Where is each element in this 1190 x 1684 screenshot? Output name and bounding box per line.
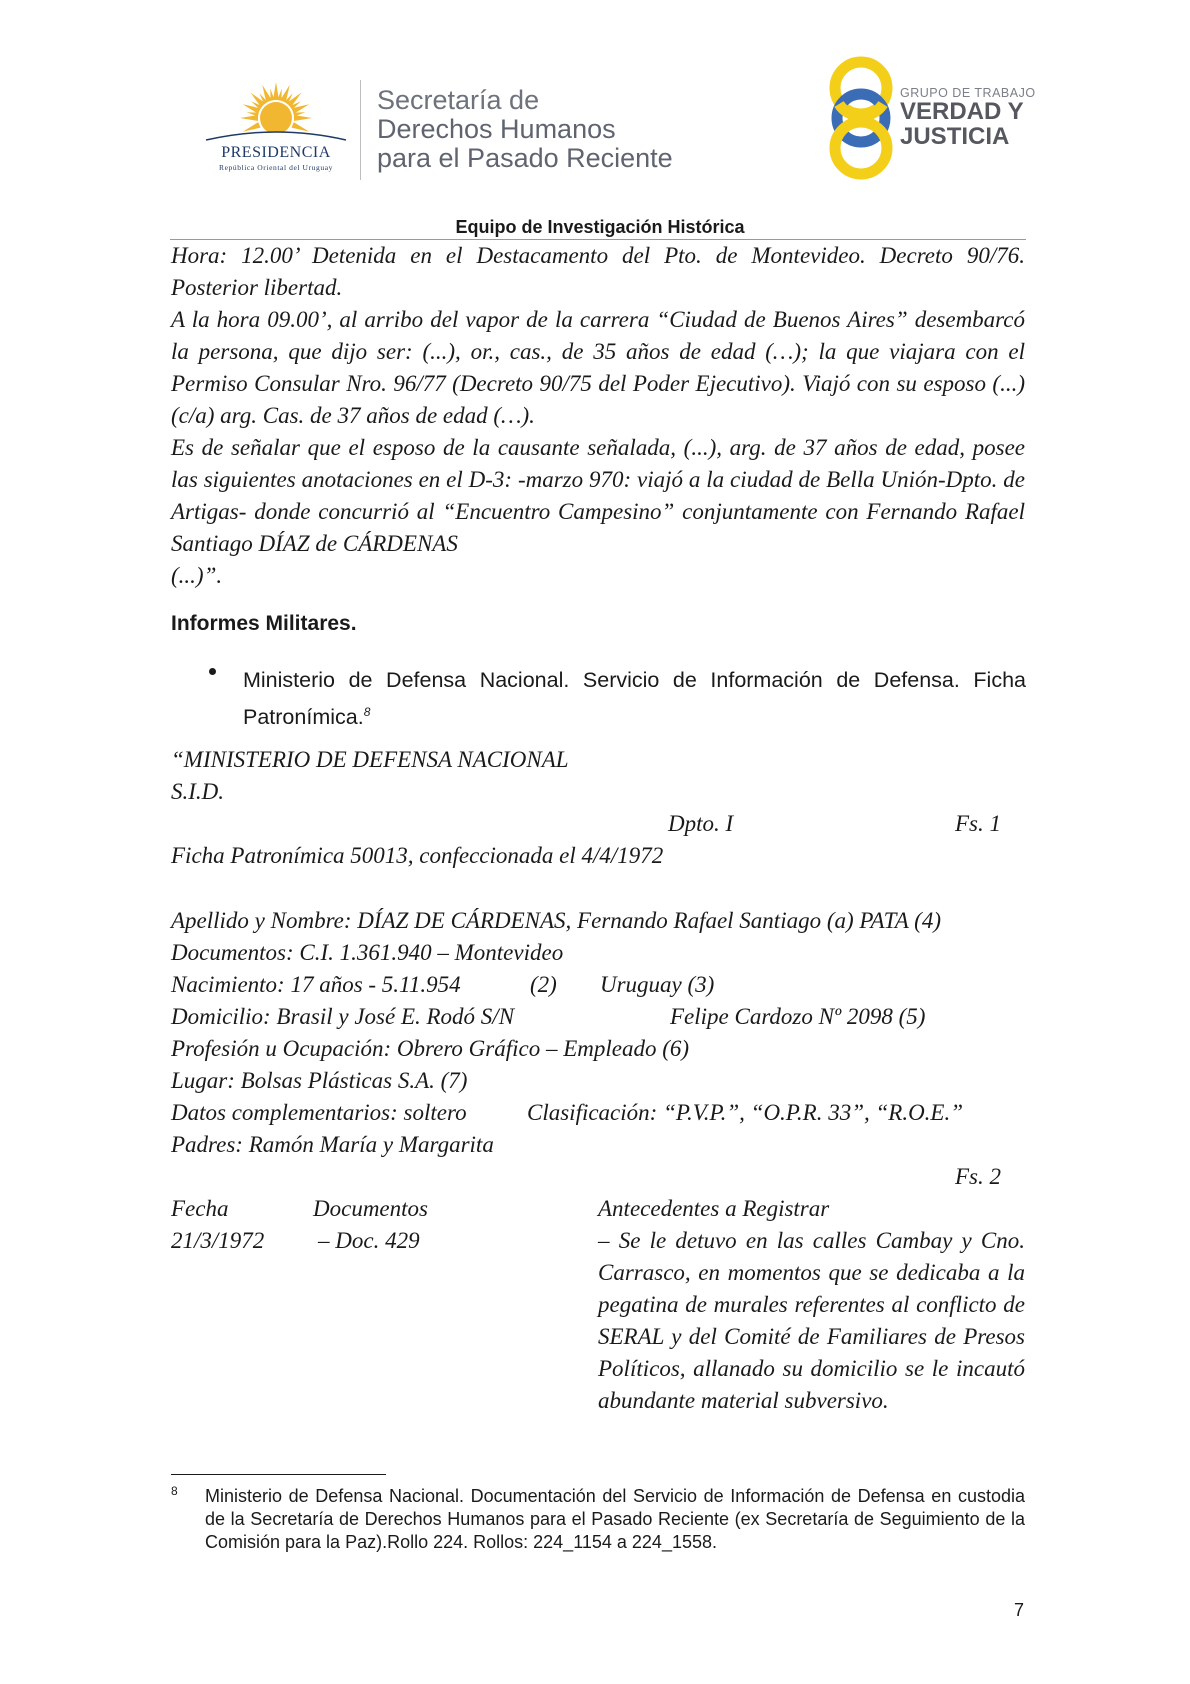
presidencia-wordmark: PRESIDENCIA: [221, 144, 331, 161]
grupo-trabajo-text: [900, 86, 1036, 150]
footnote-rule: [171, 1474, 386, 1475]
ficha-clasificacion: Clasificación: “P.V.P.”, “O.P.R. 33”, “R.O.E.”: [527, 1100, 964, 1125]
verdad-justicia-logo: [822, 56, 900, 180]
col-antecedentes-header: Antecedentes a Registrar: [598, 1196, 830, 1221]
presidencia-subtitle: República Oriental del Uruguay: [218, 163, 333, 172]
verdad-y-label: VERDAD Y: [900, 98, 1024, 125]
header-divider: [360, 80, 361, 180]
ficha-padres: Padres: Ramón María y Margarita: [171, 1132, 494, 1157]
ficha-domicilio-2: Felipe Cardozo Nº 2098 (5): [670, 1004, 926, 1029]
ficha-nacimiento-pais: Uruguay (3): [600, 972, 715, 997]
ficha-datos: Datos complementarios: soltero: [171, 1100, 467, 1125]
ficha-fs2: Fs. 2: [955, 1164, 1001, 1189]
ficha-dpto: Dpto. I: [668, 811, 734, 836]
footnote-text: Ministerio de Defensa Nacional. Documentación del Servicio de Información de Defensa en custodia de la Secretaría de Derechos Humanos para el Pasado Reciente (ex Secretaría de Seguimiento de la Comisión para la Paz).Rollo 224. Rollos: 224_1154 a 224_1558.: [205, 1486, 1025, 1552]
secretaria-line-2: Derechos Humanos: [377, 114, 616, 144]
paragraph-senalar: Es de señalar que el esposo de la causante señalada, (...), arg. de 37 años de edad, posee las siguientes anotaciones en el D-3: -marzo 970: viajó a la ciudad de Bella Unión-Dpto. de Artigas- donde concurrió al “Encuentro Campesino” conjuntamente con Fernando Rafael Santiago DÍAZ de CÁRDENAS: [171, 435, 1025, 556]
footnote-number: 8: [171, 1484, 178, 1498]
ficha-nacimiento: Nacimiento: 17 años - 5.11.954: [171, 972, 461, 997]
team-label: Equipo de Investigación Histórica: [455, 217, 745, 237]
ficha-nacimiento-ref: (2): [530, 972, 557, 997]
row-fecha: 21/3/1972: [171, 1228, 265, 1253]
ficha-domicilio: Domicilio: Brasil y José E. Rodó S/N: [171, 1004, 515, 1029]
row-antecedentes: – Se le detuvo en las calles Cambay y Cno. Carrasco, en momentos que se dedicaba a la pegatina de murales referentes al conflicto de SERAL y del Comité de Familiares de Presos Políticos, allanado su domicilio se le incautó abundante material subversivo.: [598, 1228, 1025, 1413]
grupo-trabajo-label: GRUPO DE TRABAJO: [900, 86, 1036, 100]
ficha-lugar: Lugar: Bolsas Plásticas S.A. (7): [171, 1068, 468, 1093]
secretaria-line-3: para el Pasado Reciente: [377, 143, 673, 173]
col-documentos-header: Documentos: [313, 1196, 428, 1221]
ficha-line-sid: S.I.D.: [171, 779, 225, 804]
section-heading: Informes Militares.: [171, 612, 357, 635]
bullet-text: Ministerio de Defensa Nacional. Servicio de Información de Defensa. Ficha Patronímica.: [243, 668, 1026, 730]
ficha-line-ministerio: “MINISTERIO DE DEFENSA NACIONAL: [171, 747, 569, 772]
paragraph-arribo: A la hora 09.00’, al arribo del vapor de la carrera “Ciudad de Buenos Aires” desembarcó la persona, que dijo ser: (...), or., cas., de 35 años de edad (…); la que viajara con el Permiso Consular Nro. 96/77 (Decreto 90/75 del Poder Ejecutivo). Viajó con su esposo (...) (c/a) arg. Cas. de 37 años de edad (…).: [171, 307, 1025, 428]
justicia-label: JUSTICIA: [900, 123, 1010, 150]
ficha-documentos: Documentos: C.I. 1.361.940 – Montevideo: [171, 940, 564, 965]
bullet-item: [243, 664, 1026, 733]
paragraph-hora: Hora: 12.00’ Detenida en el Destacamento del Pto. de Montevideo. Decreto 90/76. Posterior libertad.: [171, 243, 1025, 300]
paragraph-end: (...)”.: [171, 563, 223, 588]
ficha-profesion: Profesión u Ocupación: Obrero Gráfico – Empleado (6): [171, 1036, 690, 1061]
bullet-dot: [209, 668, 216, 675]
secretaria-line-1: Secretaría de: [377, 85, 540, 115]
ficha-fs1: Fs. 1: [955, 811, 1001, 836]
row-documento: – Doc. 429: [318, 1228, 420, 1253]
footnote-ref[interactable]: 8: [363, 705, 371, 719]
page-number: 7: [1014, 1600, 1025, 1620]
ficha-patronimica: Ficha Patronímica 50013, confeccionada el 4/4/1972: [171, 843, 664, 868]
secretaria-title: [377, 86, 673, 173]
ficha-apellido: Apellido y Nombre: DÍAZ DE CÁRDENAS, Fernando Rafael Santiago (a) PATA (4): [171, 908, 941, 933]
col-fecha-header: Fecha: [171, 1196, 229, 1221]
